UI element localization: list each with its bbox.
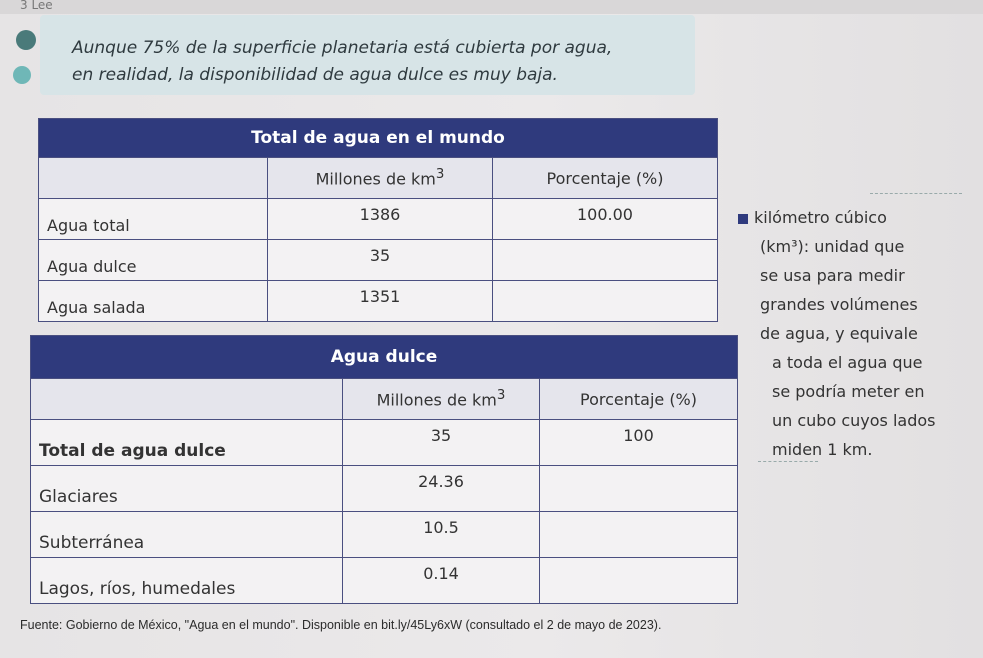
table-row (31, 558, 738, 604)
cell-porcentaje: 100 (540, 420, 738, 466)
row-label: Agua dulce (39, 240, 268, 281)
glossary-line: se podría meter en (772, 382, 925, 401)
column-header-empty (39, 158, 268, 199)
glossary-line: (km³): unidad que (760, 237, 905, 256)
intro-text (72, 35, 692, 89)
row-label: Lagos, ríos, humedales (31, 558, 343, 604)
source-citation: Fuente: Gobierno de México, "Agua en el mundo". Disponible en bit.ly/45Ly6xW (consultado el 2 de mayo de 2023). (20, 618, 662, 632)
world-water-table-title: Total de agua en el mundo (39, 119, 718, 158)
intro-line-1: Aunque 75% de la superficie planetaria está cubierta por agua, (72, 38, 613, 58)
cell-millones: 24.36 (343, 466, 540, 512)
column-header-millones: Millones de $km^3$ (343, 379, 540, 420)
cell-millones: 35 (268, 240, 493, 281)
glossary-line: grandes volúmenes (760, 295, 918, 314)
glossary-line: un cubo cuyos lados (772, 411, 936, 430)
table-row (39, 199, 718, 240)
row-label: Agua total (39, 199, 268, 240)
fresh-water-table-title: Agua dulce (31, 336, 738, 379)
cell-millones: 1386 (268, 199, 493, 240)
table-row (31, 420, 738, 466)
fresh-water-table (30, 335, 738, 604)
table-row (31, 466, 738, 512)
world-water-table (38, 118, 718, 322)
square-bullet-icon (738, 214, 748, 224)
cell-porcentaje (540, 558, 738, 604)
glossary-line: a toda el agua que (772, 353, 923, 372)
cell-porcentaje (540, 512, 738, 558)
column-header-porcentaje: Porcentaje (%) (540, 379, 738, 420)
page-top-strip (0, 0, 983, 14)
section-badge-icon (16, 30, 36, 50)
cell-porcentaje (493, 281, 718, 322)
cell-millones: 10.5 (343, 512, 540, 558)
cell-porcentaje: 100.00 (493, 199, 718, 240)
table-row (39, 240, 718, 281)
row-label: Agua salada (39, 281, 268, 322)
glossary-divider-top (870, 193, 962, 194)
table-row (31, 512, 738, 558)
intro-line-2: en realidad, la disponibilidad de agua dulce es muy baja. (72, 65, 558, 85)
glossary-note (738, 203, 935, 464)
column-header-empty (31, 379, 343, 420)
glossary-line: de agua, y equivale (760, 324, 918, 343)
column-header-porcentaje: Porcentaje (%) (493, 158, 718, 199)
page-marker: 3 Lee (20, 0, 53, 12)
glossary-line: miden 1 km. (772, 440, 873, 459)
row-label: Glaciares (31, 466, 343, 512)
activity-badge-icon (13, 66, 31, 84)
table-row (39, 281, 718, 322)
cell-porcentaje (493, 240, 718, 281)
cell-millones: 1351 (268, 281, 493, 322)
column-header-millones: Millones de $km^3$ (268, 158, 493, 199)
cell-porcentaje (540, 466, 738, 512)
glossary-divider-bottom (758, 461, 818, 462)
cell-millones: 0.14 (343, 558, 540, 604)
cell-millones: 35 (343, 420, 540, 466)
row-label: Subterránea (31, 512, 343, 558)
glossary-line: se usa para medir (760, 266, 905, 285)
glossary-term: kilómetro cúbico (754, 208, 887, 227)
row-label: Total de agua dulce (31, 420, 343, 466)
